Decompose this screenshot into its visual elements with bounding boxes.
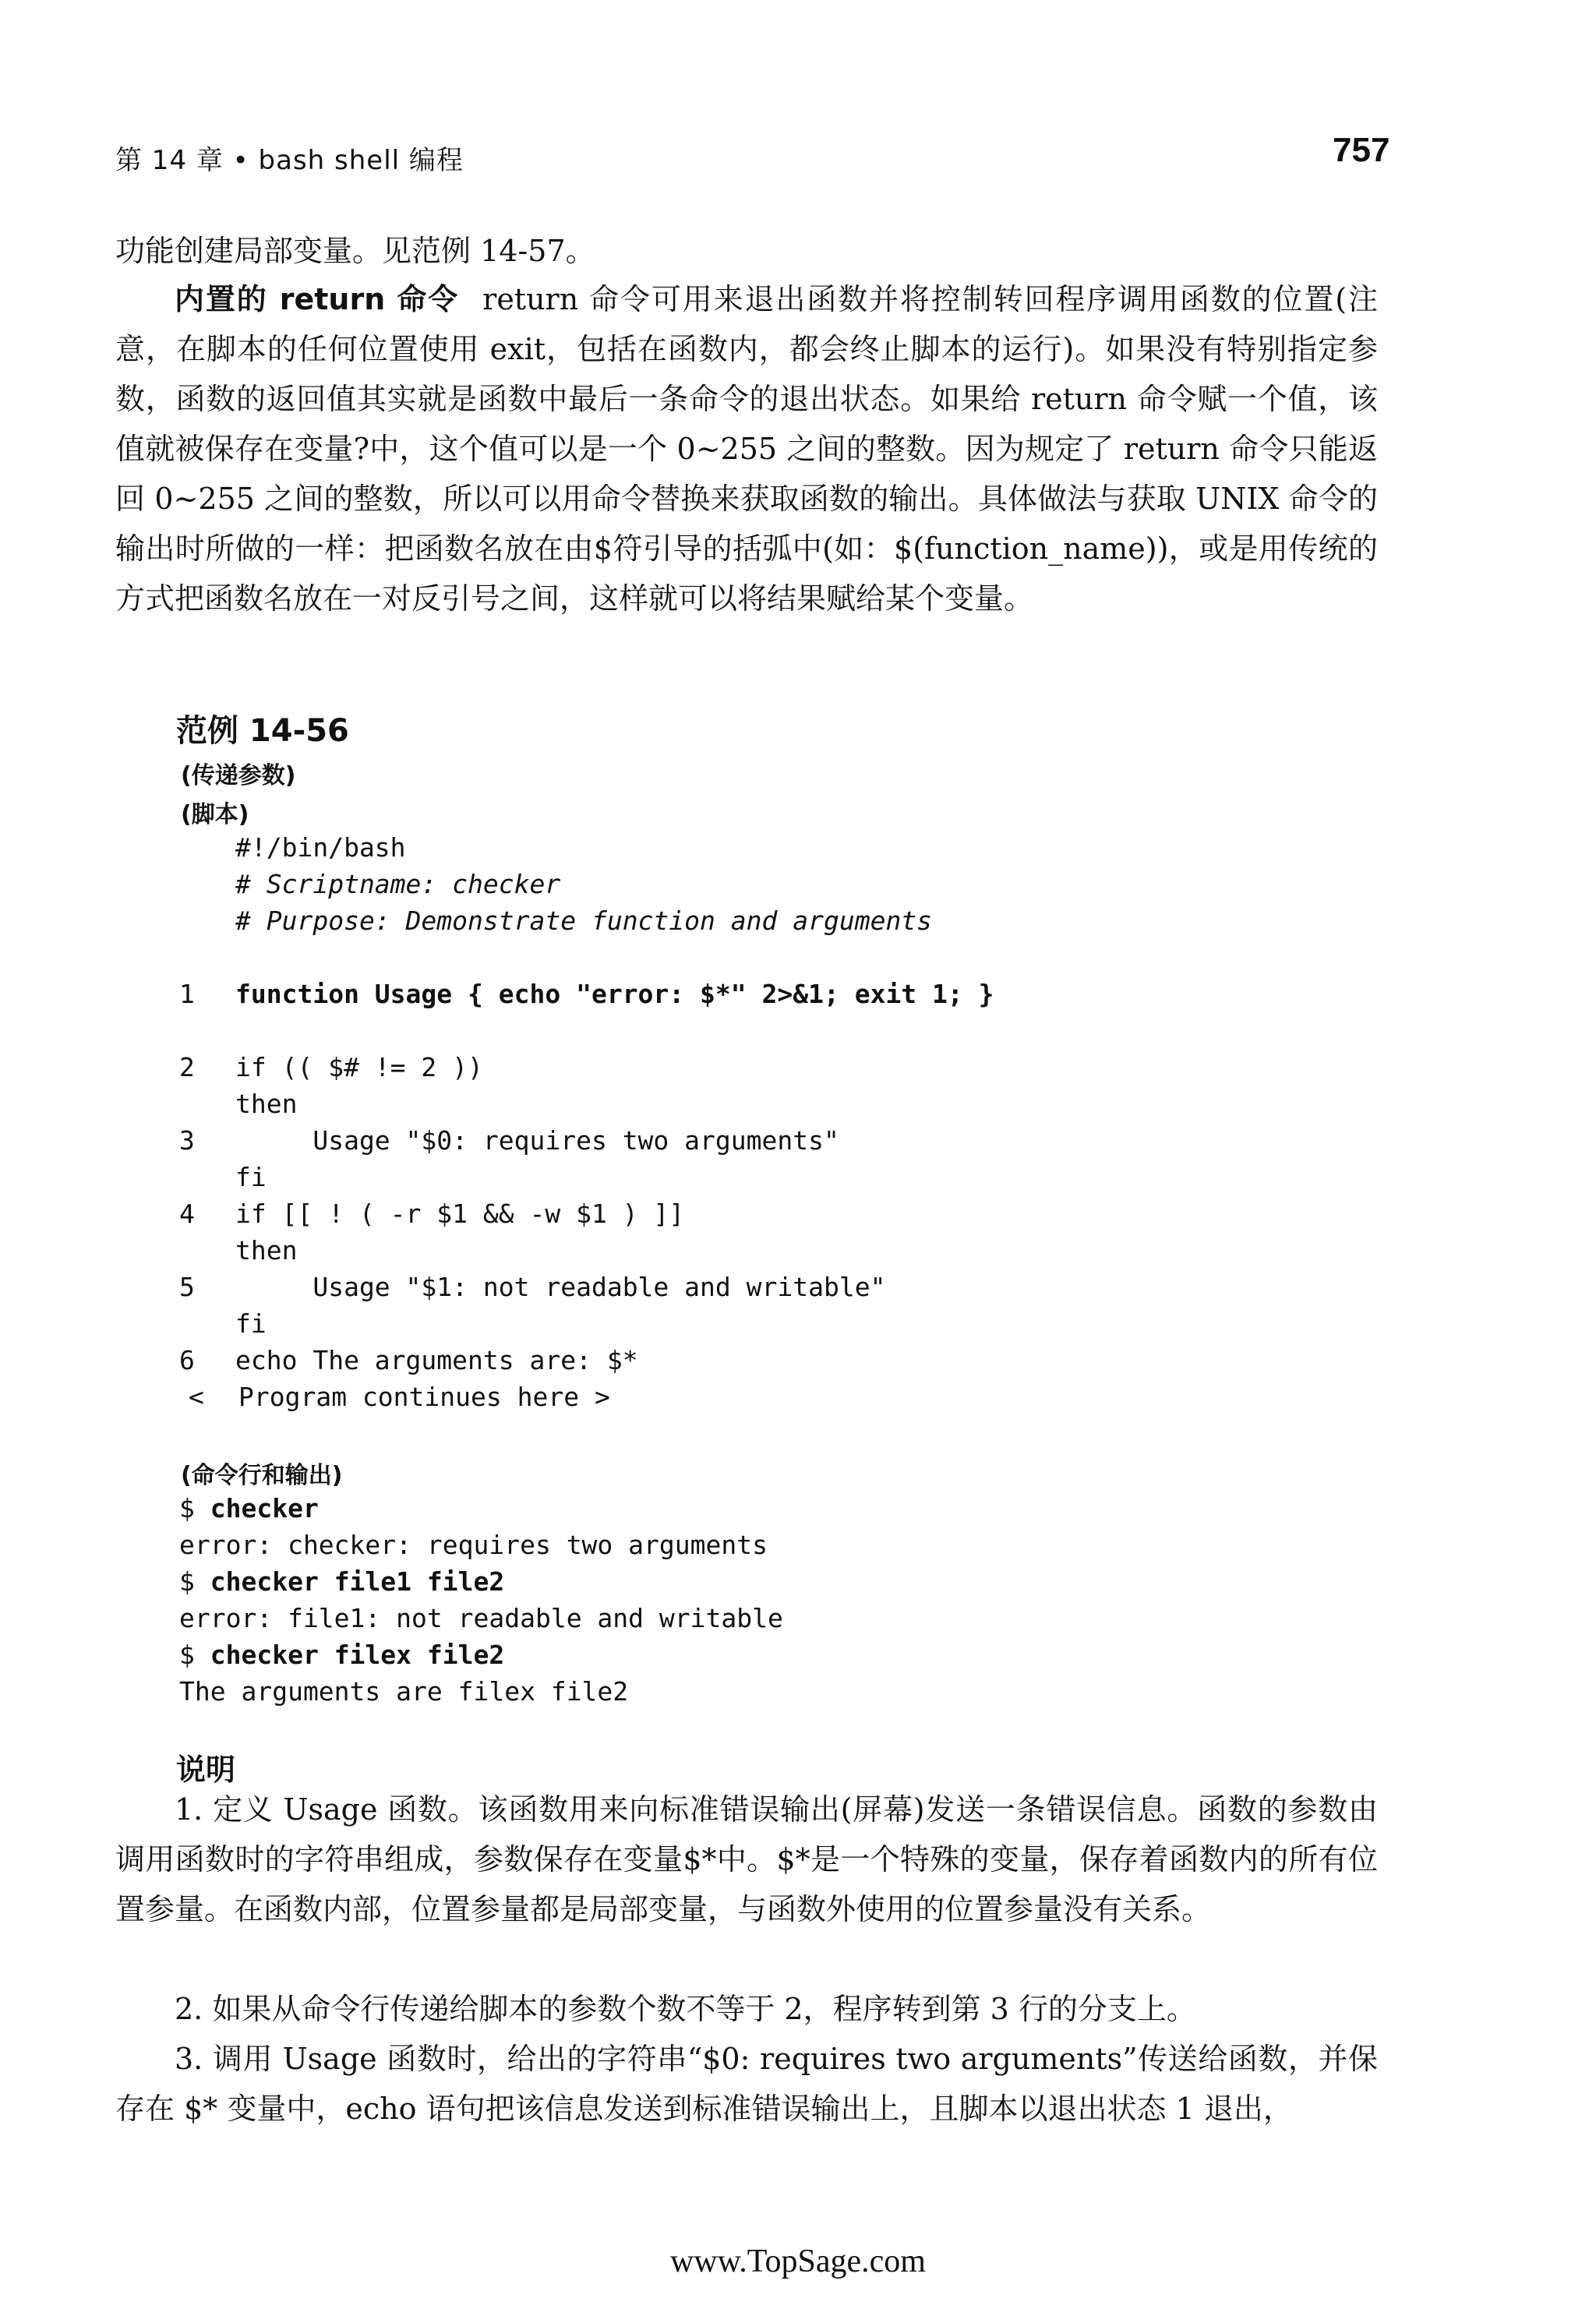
code-line: function Usage { echo "error: $*" 2>&1; exit 1; } <box>235 979 994 1009</box>
footer-site: www.TopSage.com <box>670 2244 926 2279</box>
code-comment-purpose: # Purpose: Demonstrate function and arguments <box>235 906 933 936</box>
page-number: 757 <box>1333 131 1390 169</box>
intro-paragraph-1: 功能创建局部变量。见范例 14-57。 <box>115 234 595 268</box>
return-command-description: return 命令可用来退出函数并将控制转回程序调用函数的位置(注意，在脚本的任何位置使用 exit，包括在函数内，都会终止脚本的运行)。如果没有特别指定参数，函数的返回值其实就是函数中最后一条命令的退出状态。如果给 return 命令赋一个值，该值就被保存在变量?中，这个值可以是一个 0~255 之间的整数。因为规定了 return 命令只能返回 0~255 之间的整数，所以可以用命令替换来获取函数的输出。具体做法与获取 UNIX 命令的输出时所做的一样：把函数名放在由$符引导的括弧中(如：$(function_name))，或是用传统的方式把函数名放在一对反引号之间，这样就可以将结果赋给某个变量。 <box>115 282 1378 616</box>
note-2: 2. 如果从命令行传递给脚本的参数个数不等于 2，程序转到第 3 行的分支上。 <box>175 1992 1196 2026</box>
output-line <box>179 1563 504 1600</box>
label-passing-arguments: (传递参数) <box>181 762 296 789</box>
code-shebang: #!/bin/bash <box>235 832 406 863</box>
note-3: 3. 调用 Usage 函数时，给出的字符串“$0: requires two arguments”传送给函数，并保存在 $* 变量中，echo 语句把该信息发送到标准错误输出上，且脚本以退出状态 1 退出， <box>115 2042 1378 2126</box>
shell-prompt: $ <box>179 1566 210 1597</box>
shell-prompt: $ <box>179 1493 210 1523</box>
output-line <box>179 1636 504 1673</box>
code-line: fi <box>235 1162 267 1192</box>
output-line: error: checker: requires two arguments <box>179 1530 768 1560</box>
line-number: 6 <box>179 1345 195 1375</box>
line-number: 3 <box>179 1125 195 1156</box>
code-line: if [[ ! ( -r $1 && -w $1 ) ]] <box>235 1199 685 1229</box>
line-number: 4 <box>179 1199 195 1229</box>
output-line: The arguments are filex file2 <box>179 1676 629 1707</box>
notes-title: 说明 <box>176 1753 236 1787</box>
shell-prompt: $ <box>179 1640 210 1670</box>
example-title: 范例 14-56 <box>176 713 349 749</box>
line-marker: < <box>189 1382 204 1412</box>
code-line: then <box>235 1089 298 1119</box>
label-command-line-output: (命令行和输出) <box>181 1462 343 1489</box>
code-line: fi <box>235 1308 267 1339</box>
code-line: then <box>235 1235 298 1266</box>
running-head: 第 14 章 • bash shell 编程 <box>115 145 464 176</box>
output-line: error: file1: not readable and writable <box>179 1603 783 1633</box>
code-line: echo The arguments are: $* <box>235 1345 638 1375</box>
code-line: if (( $# != 2 )) <box>235 1052 483 1082</box>
intro-paragraph-2 <box>115 274 1378 623</box>
line-number: 2 <box>179 1052 195 1082</box>
label-script: (脚本) <box>181 801 249 828</box>
command-text: checker file1 file2 <box>210 1566 505 1597</box>
note-1: 1. 定义 Usage 函数。该函数用来向标准错误输出(屏幕)发送一条错误信息。函数的参数由调用函数时的字符串组成，参数保存在变量$*中。$*是一个特殊的变量，保存着函数内的所有位置参量。在函数内部，位置参量都是局部变量，与函数外使用的位置参量没有关系。 <box>115 1792 1378 1926</box>
output-line <box>179 1490 319 1527</box>
command-text: checker <box>210 1493 319 1523</box>
code-line: Program continues here > <box>238 1382 610 1412</box>
line-number: 1 <box>179 979 195 1009</box>
code-line: Usage "$1: not readable and writable" <box>235 1272 886 1302</box>
return-command-term: 内置的 return 命令 <box>175 282 460 316</box>
code-line: Usage "$0: requires two arguments" <box>235 1125 839 1156</box>
line-number: 5 <box>179 1272 195 1302</box>
command-text: checker filex file2 <box>210 1640 505 1670</box>
code-comment-scriptname: # Scriptname: checker <box>235 869 561 899</box>
